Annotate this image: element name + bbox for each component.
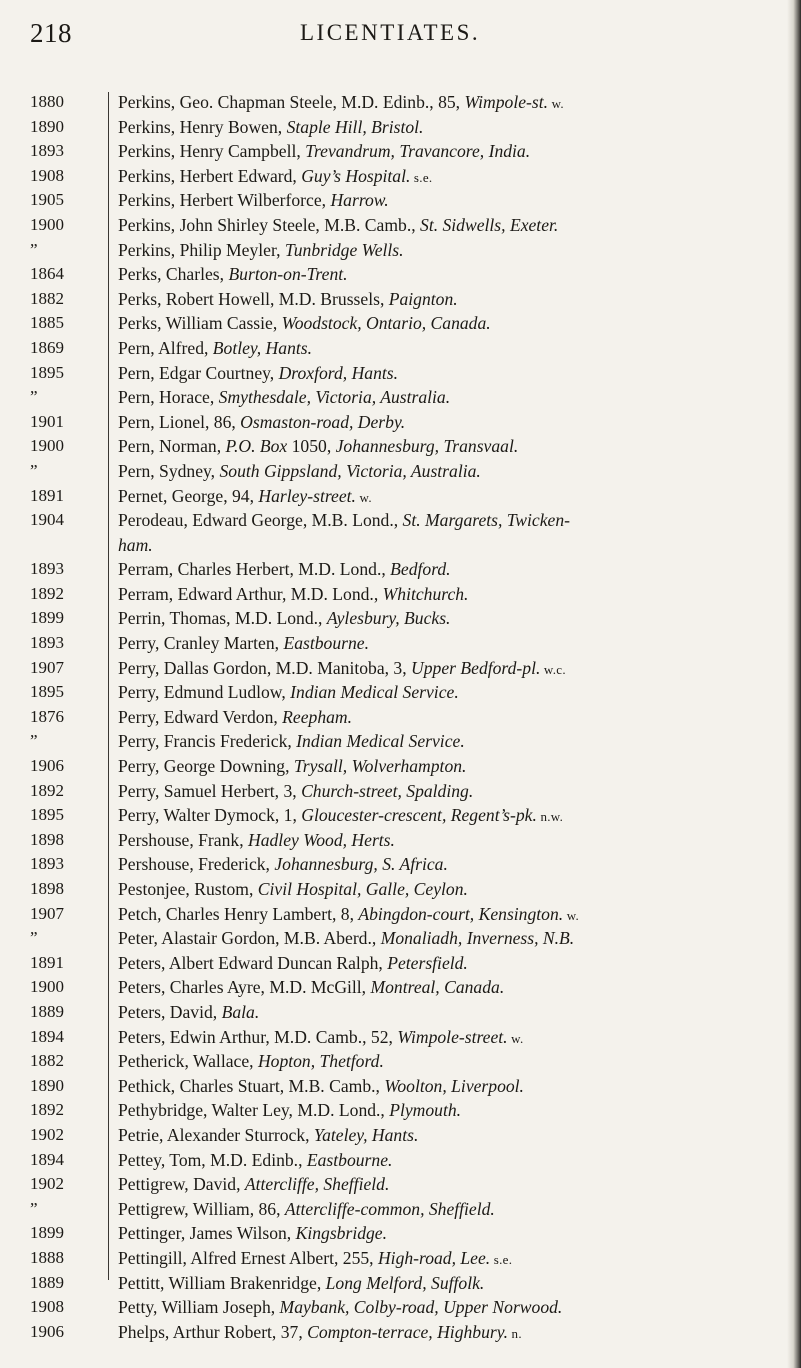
entry-year: 1904 bbox=[30, 510, 64, 530]
entry-year: 1869 bbox=[30, 337, 64, 357]
entry-year: ” bbox=[30, 387, 38, 407]
entry-text bbox=[118, 877, 786, 902]
entry-name: Peters, Edwin Arthur, M.D. Camb., 52, bbox=[118, 1026, 398, 1047]
entry-address: Attercliffe-common, Sheffield. bbox=[284, 1198, 495, 1219]
entry-address: Abingdon-court, Kensington. bbox=[358, 903, 564, 924]
entry-year: 1885 bbox=[30, 313, 64, 333]
list-item bbox=[0, 926, 790, 951]
entry-text bbox=[118, 508, 786, 533]
entry-address: Hadley Wood, Herts. bbox=[248, 829, 395, 850]
list-item bbox=[0, 1000, 790, 1025]
entry-text bbox=[118, 1246, 786, 1273]
entry-text bbox=[118, 1172, 786, 1197]
list-item bbox=[0, 1271, 790, 1296]
entry-year: 1891 bbox=[30, 485, 64, 505]
entry-year: 1893 bbox=[30, 633, 64, 653]
entry-address: Droxford, Hants. bbox=[278, 362, 399, 383]
list-item bbox=[0, 852, 790, 877]
list-item bbox=[0, 1148, 790, 1173]
page-edge-shadow bbox=[787, 0, 801, 1368]
list-item bbox=[0, 311, 790, 336]
postal-district: n. bbox=[507, 1325, 522, 1341]
entry-text bbox=[118, 828, 786, 853]
entry-name: Perks, Robert Howell, M.D. Brussels, bbox=[118, 288, 389, 309]
entry-text bbox=[118, 680, 786, 705]
list-item bbox=[0, 606, 790, 631]
list-item bbox=[0, 1320, 790, 1345]
postal-district: w. bbox=[355, 489, 372, 505]
entry-name: Phelps, Arthur Robert, 37, bbox=[118, 1321, 308, 1342]
list-item bbox=[0, 139, 790, 164]
entry-name: Pestonjee, Rustom, bbox=[118, 879, 258, 899]
entry-text bbox=[118, 754, 786, 779]
list-item bbox=[0, 484, 790, 509]
entry-address: Smythesdale, Victoria, Australia. bbox=[218, 387, 451, 408]
entry-address: Wimpole-street. bbox=[397, 1026, 508, 1047]
entry-address: Johannesburg, Transvaal. bbox=[335, 436, 519, 457]
entry-text bbox=[118, 188, 786, 213]
entry-text bbox=[118, 1197, 786, 1222]
entry-text bbox=[118, 1049, 786, 1074]
entry-year: 1902 bbox=[30, 1124, 64, 1144]
list-item bbox=[0, 1197, 790, 1222]
entry-address: Hopton, Thetford. bbox=[257, 1051, 384, 1072]
entry-text bbox=[118, 139, 786, 164]
entry-year: 1882 bbox=[30, 1051, 64, 1071]
entry-year: 1899 bbox=[30, 1223, 64, 1243]
entry-year: 1891 bbox=[30, 952, 64, 972]
entry-text bbox=[118, 656, 786, 683]
list-item bbox=[0, 336, 790, 361]
entry-year: 1882 bbox=[30, 288, 64, 308]
entry-name: Pettitt, William Brakenridge, bbox=[118, 1272, 326, 1293]
entry-text bbox=[118, 336, 786, 361]
entry-text bbox=[118, 779, 786, 804]
entry-name: Pern, Norman, bbox=[118, 436, 226, 457]
entry-address: Attercliffe, Sheffield. bbox=[244, 1174, 390, 1195]
entry-name: Perry, Cranley Marten, bbox=[118, 633, 284, 654]
entry-text bbox=[118, 926, 786, 951]
licentiates-list bbox=[0, 90, 790, 1344]
entry-year: 1898 bbox=[30, 829, 64, 849]
entry-text bbox=[118, 582, 786, 607]
entry-year: 1889 bbox=[30, 1001, 64, 1021]
entry-name: Pettinger, James Wilson, bbox=[118, 1223, 296, 1244]
entry-name: Perkins, Henry Campbell, bbox=[118, 141, 306, 162]
entry-address: P.O. Box bbox=[225, 436, 288, 457]
entry-name: Perkins, Herbert Edward, bbox=[118, 165, 302, 186]
entry-name: Perry, Samuel Herbert, 3, bbox=[118, 780, 302, 801]
entry-text bbox=[118, 410, 786, 435]
entry-text bbox=[118, 606, 786, 631]
list-item bbox=[0, 262, 790, 287]
entry-year: 1893 bbox=[30, 854, 64, 874]
entry-address: Compton-terrace, Highbury. bbox=[307, 1321, 508, 1342]
entry-name: Pern, Horace, bbox=[118, 387, 219, 408]
entry-name: Perkins, John Shirley Steele, M.B. Camb., bbox=[118, 214, 421, 235]
entry-name: Perks, Charles, bbox=[118, 264, 229, 285]
entry-address: Church-street, Spalding. bbox=[301, 780, 474, 801]
list-item bbox=[0, 1221, 790, 1246]
list-item bbox=[0, 533, 790, 558]
entry-address: Indian Medical Service. bbox=[296, 731, 465, 752]
entry-text bbox=[118, 1025, 786, 1052]
entry-year: 1905 bbox=[30, 190, 64, 210]
list-item bbox=[0, 803, 790, 828]
entry-year: 1908 bbox=[30, 165, 64, 185]
entry-address: Kingsbridge. bbox=[295, 1223, 388, 1244]
entry-text bbox=[118, 1221, 786, 1246]
postal-district: s.e. bbox=[490, 1251, 513, 1267]
entry-text bbox=[118, 484, 786, 511]
list-item bbox=[0, 557, 790, 582]
list-item bbox=[0, 779, 790, 804]
entry-text bbox=[118, 311, 786, 336]
entry-year: 1901 bbox=[30, 411, 64, 431]
entry-name: Pern, Edgar Courtney, bbox=[118, 362, 279, 383]
list-item bbox=[0, 631, 790, 656]
entry-address: Upper Bedford-pl. bbox=[411, 657, 541, 678]
list-item bbox=[0, 1098, 790, 1123]
entry-year: 1892 bbox=[30, 780, 64, 800]
entry-address: Maybank, Colby-road, Upper Norwood. bbox=[279, 1297, 563, 1318]
list-item bbox=[0, 951, 790, 976]
entry-address: Eastbourne. bbox=[306, 1149, 393, 1170]
entry-year: 1900 bbox=[30, 436, 64, 456]
entry-name: Pern, Lionel, 86, bbox=[118, 411, 241, 432]
list-item bbox=[0, 877, 790, 902]
entry-text bbox=[118, 533, 786, 558]
entry-text bbox=[118, 975, 786, 1000]
entry-name: Perks, William Cassie, bbox=[118, 313, 282, 334]
entry-name: Perry, Edmund Ludlow, bbox=[118, 682, 291, 703]
entry-text bbox=[118, 1074, 786, 1099]
entry-address: Botley, Hants. bbox=[212, 337, 312, 358]
entry-year: ” bbox=[30, 731, 38, 751]
entry-text bbox=[118, 1098, 786, 1123]
entry-text bbox=[118, 164, 786, 191]
entry-year: 1900 bbox=[30, 977, 64, 997]
entry-name: Perkins, Henry Bowen, bbox=[118, 116, 287, 137]
list-item bbox=[0, 410, 790, 435]
entry-year: 1890 bbox=[30, 1075, 64, 1095]
entry-name: Perrin, Thomas, M.D. Lond., bbox=[118, 608, 327, 629]
entry-text bbox=[118, 729, 786, 754]
entry-year: 1893 bbox=[30, 559, 64, 579]
list-item bbox=[0, 582, 790, 607]
entry-address: Osmaston-road, Derby. bbox=[240, 411, 406, 432]
entry-address: Gloucester-crescent, Regent’s-pk. bbox=[301, 805, 537, 826]
entry-year: 1907 bbox=[30, 903, 64, 923]
entry-year: 1899 bbox=[30, 608, 64, 628]
entry-text bbox=[118, 557, 786, 582]
list-item bbox=[0, 828, 790, 853]
entry-address: Wimpole-st. bbox=[464, 92, 549, 112]
list-item bbox=[0, 238, 790, 263]
list-item bbox=[0, 1049, 790, 1074]
entry-text bbox=[118, 287, 786, 312]
entry-name: Petherick, Wallace, bbox=[118, 1051, 258, 1072]
postal-district: w. bbox=[507, 1030, 524, 1046]
entry-text bbox=[118, 90, 786, 117]
list-item bbox=[0, 508, 790, 533]
entry-text bbox=[118, 1271, 786, 1296]
entry-name: Perkins, Philip Meyler, bbox=[118, 239, 285, 260]
entry-name: Perry, Walter Dymock, 1, bbox=[118, 805, 302, 826]
entry-name: Peters, Charles Ayre, M.D. McGill, bbox=[118, 977, 371, 998]
entry-address: Plymouth. bbox=[389, 1100, 462, 1121]
entry-text bbox=[118, 1148, 786, 1173]
entry-text bbox=[118, 951, 786, 976]
entry-address: Reepham. bbox=[282, 706, 353, 727]
entry-name: Pethick, Charles Stuart, M.B. Camb., bbox=[118, 1075, 385, 1096]
entry-text bbox=[118, 902, 786, 929]
entry-address: Burton-on-Trent. bbox=[228, 264, 348, 285]
list-item bbox=[0, 287, 790, 312]
entry-year: 1900 bbox=[30, 214, 64, 234]
entry-text bbox=[118, 1295, 786, 1320]
entry-address: Harley-street. bbox=[258, 485, 356, 506]
entry-year: 1906 bbox=[30, 1321, 64, 1341]
entry-address: Trysall, Wolverhampton. bbox=[293, 756, 467, 777]
entry-name: Petty, William Joseph, bbox=[118, 1297, 280, 1318]
entry-text bbox=[118, 238, 786, 263]
entry-year: ” bbox=[30, 460, 38, 480]
entry-year: 1902 bbox=[30, 1174, 64, 1194]
entry-year: 1864 bbox=[30, 264, 64, 284]
entry-year: 1880 bbox=[30, 92, 64, 111]
entry-text bbox=[118, 459, 786, 484]
list-item bbox=[0, 434, 790, 459]
entry-name: Pern, Sydney, bbox=[118, 460, 220, 481]
entry-address: ham. bbox=[118, 534, 153, 555]
entry-name: Peters, David, bbox=[118, 1001, 222, 1022]
entry-address: Bala. bbox=[221, 1001, 260, 1022]
entry-address: St. Sidwells, Exeter. bbox=[420, 214, 559, 235]
entry-text bbox=[118, 115, 786, 140]
entry-address: Monaliadh, Inverness, N.B. bbox=[380, 928, 575, 949]
list-item bbox=[0, 1246, 790, 1271]
entry-name: Pern, Alfred, bbox=[118, 337, 213, 358]
entry-text bbox=[118, 1320, 786, 1347]
entry-year: 1876 bbox=[30, 706, 64, 726]
entry-address: Harrow. bbox=[330, 190, 389, 211]
entry-name: Pettigrew, David, bbox=[118, 1174, 245, 1195]
postal-district: w. bbox=[563, 907, 580, 923]
entry-text bbox=[118, 434, 786, 459]
page-number: 218 bbox=[30, 18, 72, 48]
list-item bbox=[0, 1295, 790, 1320]
list-item bbox=[0, 1074, 790, 1099]
entry-name: Pettingill, Alfred Ernest Albert, 255, bbox=[118, 1247, 378, 1268]
entry-text bbox=[118, 385, 786, 410]
list-item bbox=[0, 656, 790, 681]
entry-address: Guy’s Hospital. bbox=[301, 165, 411, 186]
list-item bbox=[0, 1123, 790, 1148]
entry-address: Indian Medical Service. bbox=[290, 682, 459, 703]
entry-name: Perodeau, Edward George, M.B. Lond., bbox=[118, 510, 403, 531]
entry-name: Perry, Dallas Gordon, M.D. Manitoba, 3, bbox=[118, 657, 412, 678]
entry-name: Pethybridge, Walter Ley, M.D. Lond., bbox=[118, 1100, 390, 1121]
list-item bbox=[0, 459, 790, 484]
entry-year: 1889 bbox=[30, 1272, 64, 1292]
entry-name: Pettey, Tom, M.D. Edinb., bbox=[118, 1149, 307, 1170]
list-item bbox=[0, 705, 790, 730]
list-item bbox=[0, 729, 790, 754]
running-head: LICENTIATES. bbox=[300, 20, 481, 45]
entry-year: 1908 bbox=[30, 1297, 64, 1317]
entry-address: High-road, Lee. bbox=[377, 1247, 491, 1268]
entry-address: Aylesbury, Bucks. bbox=[326, 608, 451, 629]
list-item bbox=[0, 361, 790, 386]
entry-name: Petrie, Alexander Sturrock, bbox=[118, 1124, 314, 1145]
entry-year: 1895 bbox=[30, 682, 64, 702]
list-item bbox=[0, 188, 790, 213]
entry-name: Perry, Edward Verdon, bbox=[118, 706, 283, 727]
list-item bbox=[0, 90, 790, 115]
entry-year: 1888 bbox=[30, 1247, 64, 1267]
entry-year: 1893 bbox=[30, 141, 64, 161]
entry-year: ” bbox=[30, 239, 38, 259]
entry-year: 1894 bbox=[30, 1149, 64, 1169]
entry-year: ” bbox=[30, 928, 38, 948]
postal-district: w. bbox=[548, 96, 564, 111]
entry-text bbox=[118, 1123, 786, 1148]
entry-address: Woodstock, Ontario, Canada. bbox=[281, 313, 491, 334]
list-item bbox=[0, 754, 790, 779]
list-item bbox=[0, 1025, 790, 1050]
entry-address: Bedford. bbox=[390, 559, 451, 580]
page-header bbox=[0, 8, 801, 48]
entry-year: 1895 bbox=[30, 362, 64, 382]
entry-name: Pershouse, Frederick, bbox=[118, 854, 275, 875]
entry-year: 1894 bbox=[30, 1026, 64, 1046]
entry-address: Trevandrum, Travancore, India. bbox=[305, 141, 531, 162]
entry-text bbox=[118, 705, 786, 730]
entry-text bbox=[118, 213, 786, 238]
list-item bbox=[0, 680, 790, 705]
entry-year: 1892 bbox=[30, 1100, 64, 1120]
list-item bbox=[0, 213, 790, 238]
list-item bbox=[0, 385, 790, 410]
entry-text bbox=[118, 361, 786, 386]
postal-district: n.w. bbox=[536, 809, 564, 825]
list-item bbox=[0, 164, 790, 189]
entry-text bbox=[118, 803, 786, 830]
entry-name: Pershouse, Frank, bbox=[118, 829, 248, 850]
entry-year: ” bbox=[30, 1198, 38, 1218]
entry-year: 1892 bbox=[30, 583, 64, 603]
entry-name: Peter, Alastair Gordon, M.B. Aberd., bbox=[118, 928, 381, 949]
entry-year: 1898 bbox=[30, 879, 64, 898]
entry-text bbox=[118, 1000, 786, 1025]
entry-name: Pettigrew, William, 86, bbox=[118, 1198, 285, 1219]
entry-address: Paignton. bbox=[388, 288, 458, 309]
entry-tail: 1050, bbox=[287, 436, 336, 457]
entry-year: 1906 bbox=[30, 756, 64, 776]
entry-name: Petch, Charles Henry Lambert, 8, bbox=[118, 903, 359, 924]
entry-name: Perram, Charles Herbert, M.D. Lond., bbox=[118, 559, 391, 580]
postal-district: s.e. bbox=[410, 169, 433, 185]
entry-name: Perram, Edward Arthur, M.D. Lond., bbox=[118, 583, 383, 604]
entry-address: St. Margarets, Twicken- bbox=[402, 510, 570, 531]
entry-address: Staple Hill, Bristol. bbox=[286, 116, 424, 137]
list-item bbox=[0, 1172, 790, 1197]
entry-name: Perkins, Herbert Wilberforce, bbox=[118, 190, 331, 211]
entry-text bbox=[118, 852, 786, 877]
list-item bbox=[0, 902, 790, 927]
list-item bbox=[0, 975, 790, 1000]
entry-address: Civil Hospital, Galle, Ceylon. bbox=[257, 879, 468, 899]
entry-address: Yateley, Hants. bbox=[313, 1124, 419, 1145]
entry-name: Pernet, George, 94, bbox=[118, 485, 259, 506]
entry-year: 1895 bbox=[30, 805, 64, 825]
entry-address: Eastbourne. bbox=[283, 633, 369, 654]
entry-year: 1907 bbox=[30, 657, 64, 677]
entry-year: 1890 bbox=[30, 116, 64, 136]
postal-district: w.c. bbox=[540, 661, 566, 677]
entry-address: Long Melford, Suffolk. bbox=[325, 1272, 485, 1293]
entry-address: Whitchurch. bbox=[382, 583, 469, 604]
entry-name: Perry, George Downing, bbox=[118, 756, 294, 777]
entry-name: Peters, Albert Edward Duncan Ralph, bbox=[118, 952, 388, 973]
entry-address: Woolton, Liverpool. bbox=[384, 1075, 524, 1096]
entry-text bbox=[118, 631, 786, 656]
entry-name: Perkins, Geo. Chapman Steele, M.D. Edinb., 85, bbox=[118, 92, 465, 112]
entry-address: South Gippsland, Victoria, Australia. bbox=[219, 460, 481, 481]
entry-address: Montreal, Canada. bbox=[370, 977, 505, 998]
entry-text bbox=[118, 262, 786, 287]
list-item bbox=[0, 115, 790, 140]
entry-address: Petersfield. bbox=[387, 952, 468, 973]
entry-name: Perry, Francis Frederick, bbox=[118, 731, 297, 752]
entry-address: Tunbridge Wells. bbox=[284, 239, 404, 260]
entry-address: Johannesburg, S. Africa. bbox=[274, 854, 448, 875]
